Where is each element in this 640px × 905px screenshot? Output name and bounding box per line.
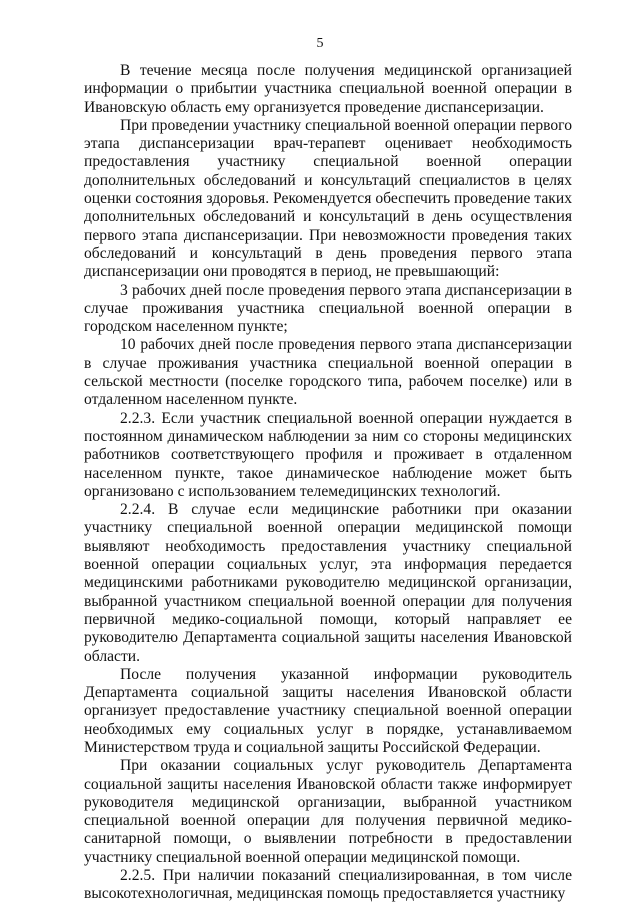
- page-number: 5: [316, 36, 324, 51]
- paragraph: 2.2.5. При наличии показаний специализированная, в том числе высокотехнологичная, медицинская помощь предоставляется участнику: [84, 867, 572, 903]
- paragraph: При оказании социальных услуг руководитель Департамента социальной защиты населения Ивановской области также информирует руководителя медицинской организации, выбранной участником специальной военной операции для получения первичной медико-санитарной помощи, о выявлении потребности в предоставлении участнику специальной военной операции медицинской помощи.: [84, 757, 572, 866]
- paragraph: После получения указанной информации руководитель Департамента социальной защиты населения Ивановской области организует предоставление участнику специальной военной операции необходимых ему социальных услуг в порядке, устанавливаемом Министерством труда и социальной защиты Российской Федерации.: [84, 665, 572, 756]
- paragraph: 3 рабочих дней после проведения первого этапа диспансеризации в случае проживания участника специальной военной операции в городском населенном пункте;: [84, 281, 572, 336]
- document-body: [84, 62, 572, 904]
- paragraph: При проведении участнику специальной военной операции первого этапа диспансеризации врач-терапевт оценивает необходимость предоставления участнику специальной военной операции дополнительных обследований и консультаций специалистов в целях оценки состояния здоровья. Рекомендуется обеспечить проведение таких дополнительных обследований и консультаций в день осуществления первого этапа диспансеризации. При невозможности проведения таких обследований и консультаций в день проведения первого этапа диспансеризации они проводятся в период, не превышающий:: [84, 116, 572, 281]
- paragraph: 2.2.4. В случае если медицинские работники при оказании участнику специальной военной операции медицинской помощи выявляют необходимость предоставления участнику специальной военной операции социальных услуг, эта информация передается медицинскими работниками руководителю медицинской организации, выбранной участником специальной военной операции для получения первичной медико-социальной помощи, который направляет ее руководителю Департамента социальной защиты населения Ивановской области.: [84, 501, 572, 665]
- paragraph: В течение месяца после получения медицинской организацией информации о прибытии участника специальной военной операции в Ивановскую область ему организуется проведение диспансеризации.: [84, 62, 572, 116]
- paragraph: 10 рабочих дней после проведения первого этапа диспансеризации в случае проживания участника специальной военной операции в сельской местности (поселке городского типа, рабочем поселке) или в отдаленном населенном пункте.: [84, 336, 572, 409]
- paragraph: 2.2.3. Если участник специальной военной операции нуждается в постоянном динамическом наблюдении за ним со стороны медицинских работников соответствующего профиля и проживает в отдаленном населенном пункте, такое динамическое наблюдение может быть организовано с использованием телемедицинских технологий.: [84, 409, 572, 500]
